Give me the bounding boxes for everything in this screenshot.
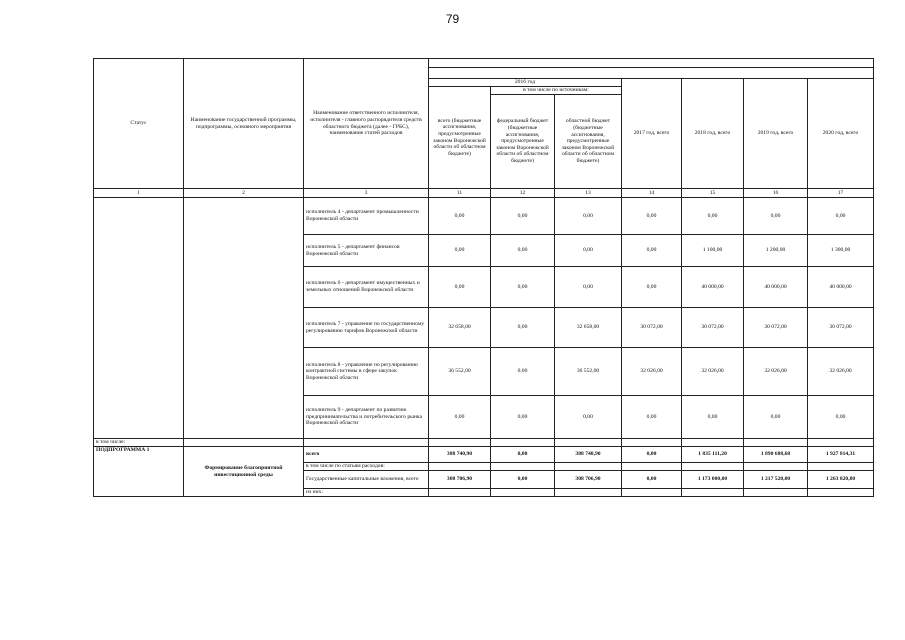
value-cell: 0,00 xyxy=(744,198,808,235)
value-cell: 0,00 xyxy=(622,235,682,267)
value-cell: 0,00 xyxy=(491,198,555,235)
header-by-sources: в том числе по источникам: xyxy=(491,87,622,95)
empty-cell xyxy=(808,439,874,447)
empty-cell xyxy=(491,463,555,471)
value-cell: 0,00 xyxy=(491,235,555,267)
col-num: 1 xyxy=(94,189,184,198)
empty-cell xyxy=(682,463,744,471)
col-num: 12 xyxy=(491,189,555,198)
value-cell: 0,00 xyxy=(429,198,491,235)
empty-cell xyxy=(491,489,555,497)
value-cell: 0,00 xyxy=(622,471,682,489)
value-cell: 388 740,90 xyxy=(429,447,491,463)
value-cell: 40 000,00 xyxy=(744,267,808,308)
of-them-label: из них: xyxy=(304,489,429,497)
in-that-number-label: в том числе: xyxy=(94,439,184,447)
value-cell: 0,00 xyxy=(491,396,555,439)
value-cell: 0,00 xyxy=(682,198,744,235)
empty-cell xyxy=(622,439,682,447)
column-number-row xyxy=(94,189,874,198)
value-cell: 30 072,00 xyxy=(744,308,808,348)
value-cell: 0,00 xyxy=(808,396,874,439)
executor-label: исполнитель 9 - департамент по развитию предпринимательства и потребительского рынка Воронежской области xyxy=(304,396,429,439)
empty-cell xyxy=(622,463,682,471)
header-status: Статус xyxy=(94,59,184,189)
empty-cell xyxy=(429,463,491,471)
header-total-2016: всего (бюджетные ассигнования, предусмотренные законом Воронежской области об областном бюджете) xyxy=(429,87,491,189)
capital-label: Государственные капитальные вложения, всего xyxy=(304,471,429,489)
value-cell: 1 100,00 xyxy=(682,235,744,267)
subprogram-status: ПОДПРОГРАММА 1 xyxy=(94,447,184,497)
empty-cell xyxy=(555,439,622,447)
value-cell: 1 263 820,80 xyxy=(808,471,874,489)
executor-label: исполнитель 4 - департамент промышленности Воронежской области xyxy=(304,198,429,235)
value-cell: 1 300,00 xyxy=(808,235,874,267)
empty-cell xyxy=(622,489,682,497)
value-cell: 0,00 xyxy=(491,348,555,396)
value-cell: 32 026,00 xyxy=(744,348,808,396)
value-cell: 32 026,00 xyxy=(682,348,744,396)
status-cell xyxy=(94,198,184,439)
header-top-blank xyxy=(429,59,874,68)
value-cell: 30 072,00 xyxy=(808,308,874,348)
value-cell: 0,00 xyxy=(744,396,808,439)
subprogram-total-label: всего xyxy=(304,447,429,463)
empty-cell xyxy=(429,439,491,447)
col-num: 2 xyxy=(184,189,304,198)
value-cell: 0,00 xyxy=(491,308,555,348)
value-cell: 0,00 xyxy=(622,447,682,463)
value-cell: 32 658,00 xyxy=(429,308,491,348)
value-cell: 0,00 xyxy=(682,396,744,439)
col-num: 14 xyxy=(622,189,682,198)
subprogram-total-row xyxy=(94,447,874,463)
program-cell xyxy=(184,198,304,439)
header-second-blank xyxy=(429,68,874,79)
header-year-2016: 2016 год xyxy=(429,79,622,87)
value-cell: 1 890 688,68 xyxy=(744,447,808,463)
value-cell: 0,00 xyxy=(491,471,555,489)
value-cell: 32 658,00 xyxy=(555,308,622,348)
value-cell: 0,00 xyxy=(429,267,491,308)
header-2017: 2017 год, всего xyxy=(622,79,682,189)
value-cell: 40 000,00 xyxy=(808,267,874,308)
subprogram-name: Формирование благоприятной инвестиционной среды xyxy=(184,447,304,497)
empty-cell xyxy=(184,439,304,447)
value-cell: 308 706,90 xyxy=(429,471,491,489)
value-cell: 1 173 000,00 xyxy=(682,471,744,489)
empty-cell xyxy=(744,439,808,447)
empty-cell xyxy=(808,489,874,497)
header-federal: федеральный бюджет (бюджетные ассигнования, предусмотренные законом Воронежской области об областном бюджете) xyxy=(491,95,555,189)
empty-cell xyxy=(304,439,429,447)
value-cell: 0,00 xyxy=(555,396,622,439)
value-cell: 0,00 xyxy=(622,267,682,308)
value-cell: 388 740,90 xyxy=(555,447,622,463)
value-cell: 0,00 xyxy=(491,447,555,463)
value-cell: 0,00 xyxy=(429,235,491,267)
table-row xyxy=(94,198,874,235)
value-cell: 1 217 520,00 xyxy=(744,471,808,489)
value-cell: 0,00 xyxy=(622,396,682,439)
empty-cell xyxy=(555,489,622,497)
value-cell: 32 026,00 xyxy=(622,348,682,396)
empty-cell xyxy=(808,463,874,471)
header-2018: 2018 год, всего xyxy=(682,79,744,189)
empty-cell xyxy=(555,463,622,471)
value-cell: 32 026,00 xyxy=(808,348,874,396)
executor-label: исполнитель 5 - департамент финансов Воронежской области xyxy=(304,235,429,267)
empty-cell xyxy=(682,439,744,447)
value-cell: 0,00 xyxy=(555,235,622,267)
value-cell: 1 927 814,31 xyxy=(808,447,874,463)
executor-label: исполнитель 7 - управление по государственному регулированию тарифов Воронежской области xyxy=(304,308,429,348)
value-cell: 0,00 xyxy=(555,198,622,235)
by-articles-label: в том числе по статьям расходов: xyxy=(304,463,429,471)
header-2019: 2019 год, всего xyxy=(744,79,808,189)
value-cell: 36 552,00 xyxy=(555,348,622,396)
col-num: 11 xyxy=(429,189,491,198)
value-cell: 1 835 111,20 xyxy=(682,447,744,463)
empty-cell xyxy=(491,439,555,447)
in-that-number-row xyxy=(94,439,874,447)
executor-label: исполнитель 6 - департамент имущественных и земельных отношений Воронежской области xyxy=(304,267,429,308)
col-num: 3 xyxy=(304,189,429,198)
executor-label: исполнитель 8 - управление по регулированию контрактной системы в сфере закупок Воронежской области xyxy=(304,348,429,396)
value-cell: 308 706,90 xyxy=(555,471,622,489)
col-num: 13 xyxy=(555,189,622,198)
value-cell: 30 072,00 xyxy=(622,308,682,348)
empty-cell xyxy=(744,463,808,471)
value-cell: 1 200,00 xyxy=(744,235,808,267)
value-cell: 30 072,00 xyxy=(682,308,744,348)
empty-cell xyxy=(682,489,744,497)
header-regional: областной бюджет (бюджетные ассигнования, предусмотренные законом Воронежской области об областном бюджете) xyxy=(555,95,622,189)
budget-table xyxy=(93,58,874,497)
value-cell: 0,00 xyxy=(429,396,491,439)
header-row-top xyxy=(94,59,874,68)
col-num: 17 xyxy=(808,189,874,198)
page-number: 79 xyxy=(445,12,460,26)
value-cell: 40 000,00 xyxy=(682,267,744,308)
empty-cell xyxy=(744,489,808,497)
value-cell: 0,00 xyxy=(491,267,555,308)
header-program-name: Наименование государственной программы, подпрограммы, основного мероприятия xyxy=(184,59,304,189)
col-num: 16 xyxy=(744,189,808,198)
col-num: 15 xyxy=(682,189,744,198)
value-cell: 36 552,00 xyxy=(429,348,491,396)
value-cell: 0,00 xyxy=(622,198,682,235)
empty-cell xyxy=(429,489,491,497)
header-executor: Наименование ответственного исполнителя, исполнителя - главного распорядителя средств областного бюджета (далее - ГРБС), наименование статей расходов xyxy=(304,59,429,189)
value-cell: 0,00 xyxy=(808,198,874,235)
header-2020: 2020 год, всего xyxy=(808,79,874,189)
value-cell: 0,00 xyxy=(555,267,622,308)
